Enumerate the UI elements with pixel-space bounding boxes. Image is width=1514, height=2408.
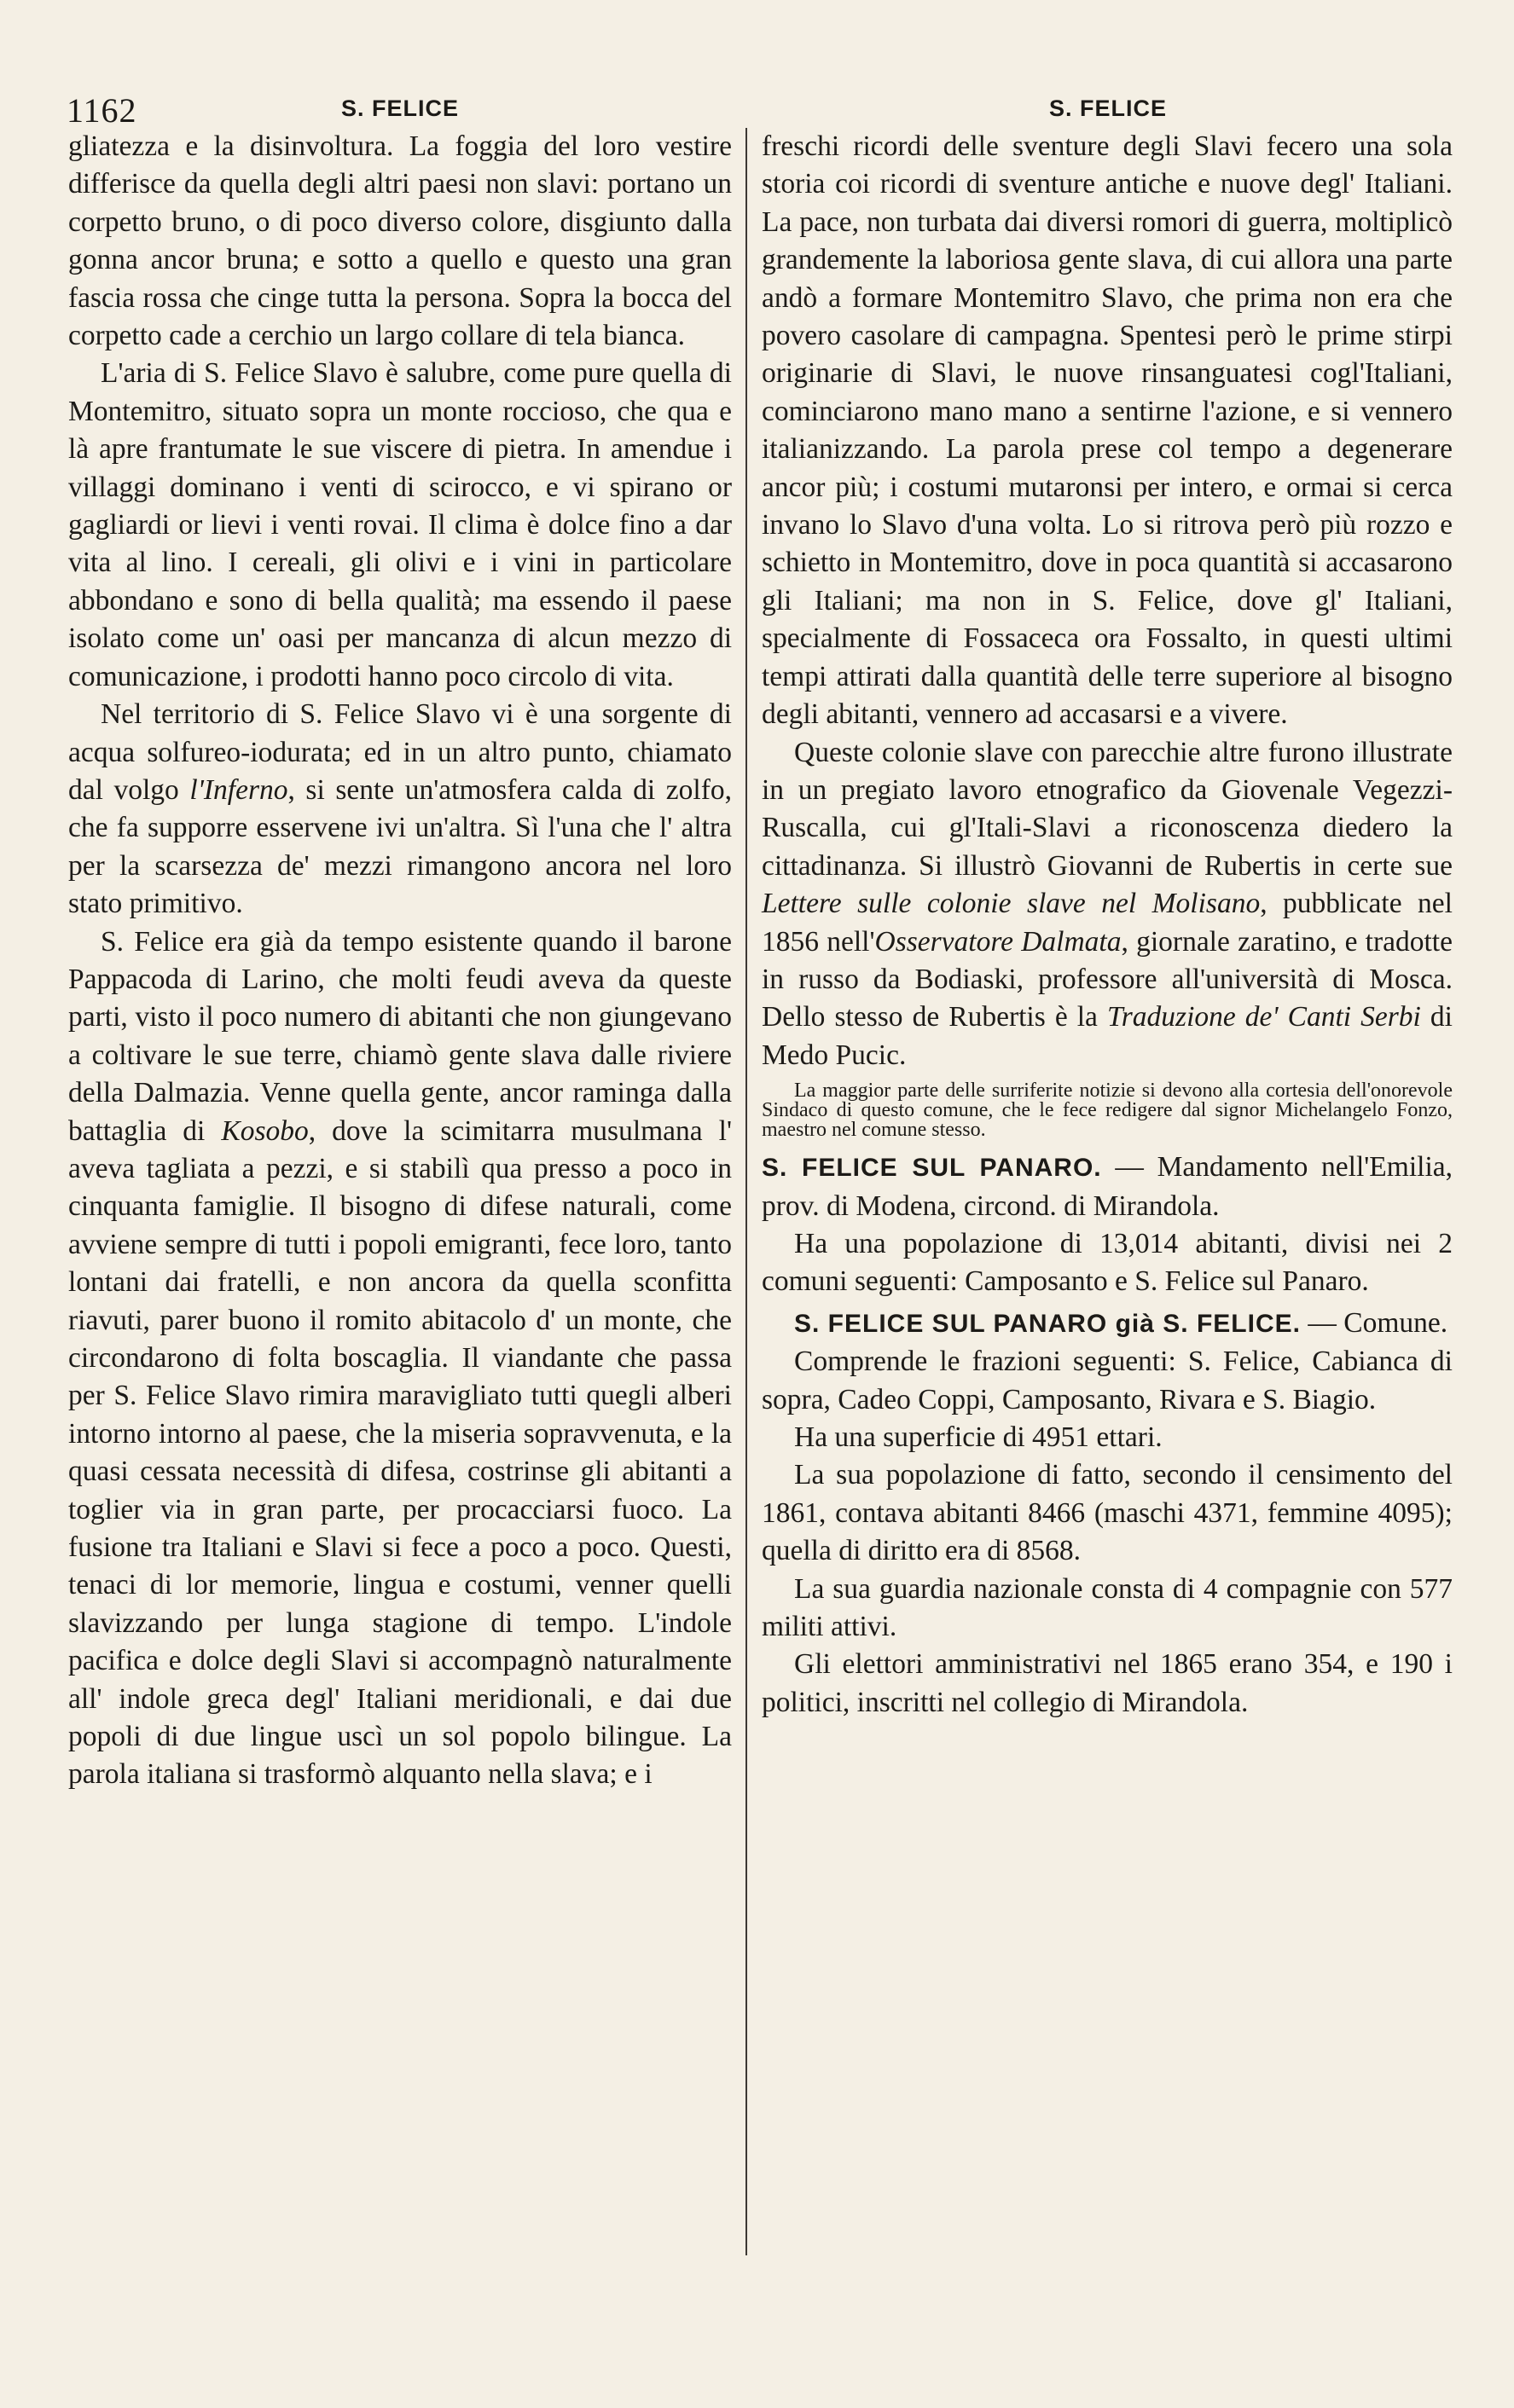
- text-run: di Medo Pucic.: [762, 1001, 1453, 1071]
- entry-heading: [762, 1305, 1453, 1343]
- italic-term: Kosobo: [221, 1114, 309, 1147]
- text-run: S. Felice era già da tempo esistente quando il barone Pappacoda di Larino, che molti feudi aveva da queste parti, visto il poco numero di abitanti che non giungevano a coltivare le sue terre, chiamò gente slava dalle riviere della Dalmazia. Venne quella gente, ancor raminga dalla battaglia di: [68, 925, 732, 1147]
- text-run: Nel territorio di S. Felice Slavo vi è una sorgente di acqua solfureo-iodurata; ed in un altro punto, chiamato dal volgo: [68, 698, 732, 806]
- running-head-right: S. FELICE: [1049, 96, 1168, 121]
- page-number: 1162: [67, 91, 137, 130]
- left-column: [68, 128, 732, 1794]
- italic-term: l'Inferno: [189, 773, 288, 806]
- paragraph: Ha una superficie di 4951 ettari.: [794, 1421, 1163, 1453]
- entry-heading: [762, 1149, 1453, 1225]
- italic-title: Osservatore Dalmata: [874, 925, 1122, 958]
- italic-title: Lettere sulle colonie slave nel Molisano: [762, 888, 1261, 920]
- paragraph: Gli elettori amministrativi nel 1865 erano 354, e 190 i politici, inscritti nel collegio di Mirandola.: [762, 1648, 1453, 1718]
- paragraph: [68, 923, 732, 1794]
- text-run: , dove la scimitarra musulmana l' aveva tagliata a pezzi, e si stabilì qua presso a poco in cinquanta famiglie. Il bisogno di difese naturali, come avviene sempre di tutti i popoli emigranti, fece loro, tanto lontani dai fratelli, e non ancora da quella sconfitta riavuti, parer buono il romito abitacolo d' un monte, che circondarono di folta boscaglia. Il viandante che passa per S. Felice Slavo rimira maravigliato tutti quegli alberi intorno intorno al paese, che la miseria sopravvenuta, e la quasi cessata necessità di difesa, costrinse gli abitanti a toglier via in gran parte, per procacciarsi fuoco. La fusione tra Italiani e Slavi si fece a poco a poco. Questi, tenaci di lor memorie, lingua e costumi, venner quelli slavizzando per lunga stagione di tempo. L'indole pacifica e dolce degli Slavi si accompagnò naturalmente all' indole greca degl' Italiani meridionali, e dai due popoli di due lingue uscì un sol popolo bilingue. La parola italiana si trasformò alquanto nella slava; e i: [68, 1114, 732, 1791]
- text-run: — Mandamento nell'Emilia, prov. di Modena, circond. di Mirandola.: [762, 1151, 1453, 1222]
- text-run: , pubblicate nel 1856 nell': [762, 888, 1453, 958]
- text-run: — Comune.: [1300, 1306, 1448, 1339]
- text-run: , giornale zaratino, e tradotte in russo da Bodiaski, professore all'università di Mosca. Dello stesso de Rubertis è la: [762, 925, 1453, 1033]
- paragraph: Ha una popolazione di 13,014 abitanti, divisi nei 2 comuni seguenti: Camposanto e S. Felice sul Panaro.: [762, 1227, 1453, 1298]
- paragraph: freschi ricordi delle sventure degli Slavi fecero una sola storia coi ricordi di sventure antiche e nuove degl' Italiani. La pace, non turbata dai diversi romori di guerra, moltiplicò grandemente la laboriosa gente slava, di cui allora una parte andò a formare Montemitro Slavo, che prima non era che povero casolare di campagna. Spentesi però le prime stirpi originarie di Slavi, le nuove rinsanguatesi cogl'Italiani, cominciarono mano mano a sentirne l'azione, e si vennero italianizzando. La parola prese col tempo a degenerare ancor più; i costumi mutaronsi per intero, e ormai si cerca invano lo Slavo d'una volta. Lo si ritrova però più rozzo e schietto in Montemitro, dove in poca quantità si accasarono gli Italiani; ma non in S. Felice, dove gl' Italiani, specialmente di Fossaceca ora Fossalto, in questi ultimi tempi attirati dalla quantità delle terre superiore al bisogno degli abitanti, vennero ad accasarsi e a vivere.: [762, 130, 1453, 731]
- paragraph: [68, 696, 732, 923]
- entry-title: S. FELICE SUL PANARO già S. FELICE.: [794, 1309, 1301, 1338]
- paragraph: Comprende le frazioni seguenti: S. Felice, Cabianca di sopra, Cadeo Coppi, Camposanto, Rivara e S. Biagio.: [762, 1346, 1453, 1415]
- footnote: La maggior parte delle surriferite notizie si devono alla cortesia dell'onorevole Sindaco di questo comune, che le fece redigere dal signor Michelangelo Fonzo, maestro nel comune stesso.: [762, 1080, 1453, 1142]
- paragraph: [762, 734, 1453, 1075]
- page-header: [0, 85, 1514, 128]
- paragraph: L'aria di S. Felice Slavo è salubre, come pure quella di Montemitro, situato sopra un monte roccioso, che qua e là apre frantumate le sue viscere di pietra. In amendue i villaggi dominano i venti di scirocco, e vi spirano or gagliardi or lievi i venti rovai. Il clima è dolce fino a dar vita al lino. I cereali, gli olivi e i vini in particolare abbondano e sono di bella qualità; ma essendo il paese isolato come un' oasi per mancanza di alcun mezzo di comunicazione, i prodotti hanno poco circolo di vita.: [68, 357, 732, 692]
- entry-title: S. FELICE SUL PANARO.: [762, 1154, 1102, 1183]
- paragraph: gliatezza e la disinvoltura. La foggia del loro vestire differisce da quella degli altri paesi non slavi: portano un corpetto bruno, o di poco diverso colore, disgiunto dalla gonna ancor bruna; e sotto a quello e questo una gran fascia rossa che cinge tutta la persona. Sopra la bocca del corpetto cade a cerchio un largo collare di tela bianca.: [68, 130, 732, 352]
- text-run: , si sente un'atmosfera calda di zolfo, che fa supporre esservene ivi un'altra. Sì l'una che l' altra per la scarsezza de' mezzi rimangono ancora nel loro stato primitivo.: [68, 773, 733, 920]
- right-column: [762, 128, 1453, 1722]
- paragraph: La sua popolazione di fatto, secondo il censimento del 1861, contava abitanti 8466 (maschi 4371, femmine 4095); quella di diritto era di 8568.: [762, 1459, 1453, 1567]
- italic-title: Traduzione de' Canti Serbi: [1106, 1001, 1421, 1033]
- paragraph: La sua guardia nazionale consta di 4 compagnie con 577 militi attivi.: [762, 1572, 1453, 1643]
- text-run: Queste colonie slave con parecchie altre furono illustrate in un pregiato lavoro etnografico da Giovenale Vegezzi-Ruscalla, cui gl'Itali-Slavi a riconoscenza diedero la cittadinanza. Si illustrò Giovanni de Rubertis in certe sue: [762, 736, 1453, 882]
- running-head-left: S. FELICE: [341, 96, 460, 121]
- column-divider: [745, 128, 747, 2255]
